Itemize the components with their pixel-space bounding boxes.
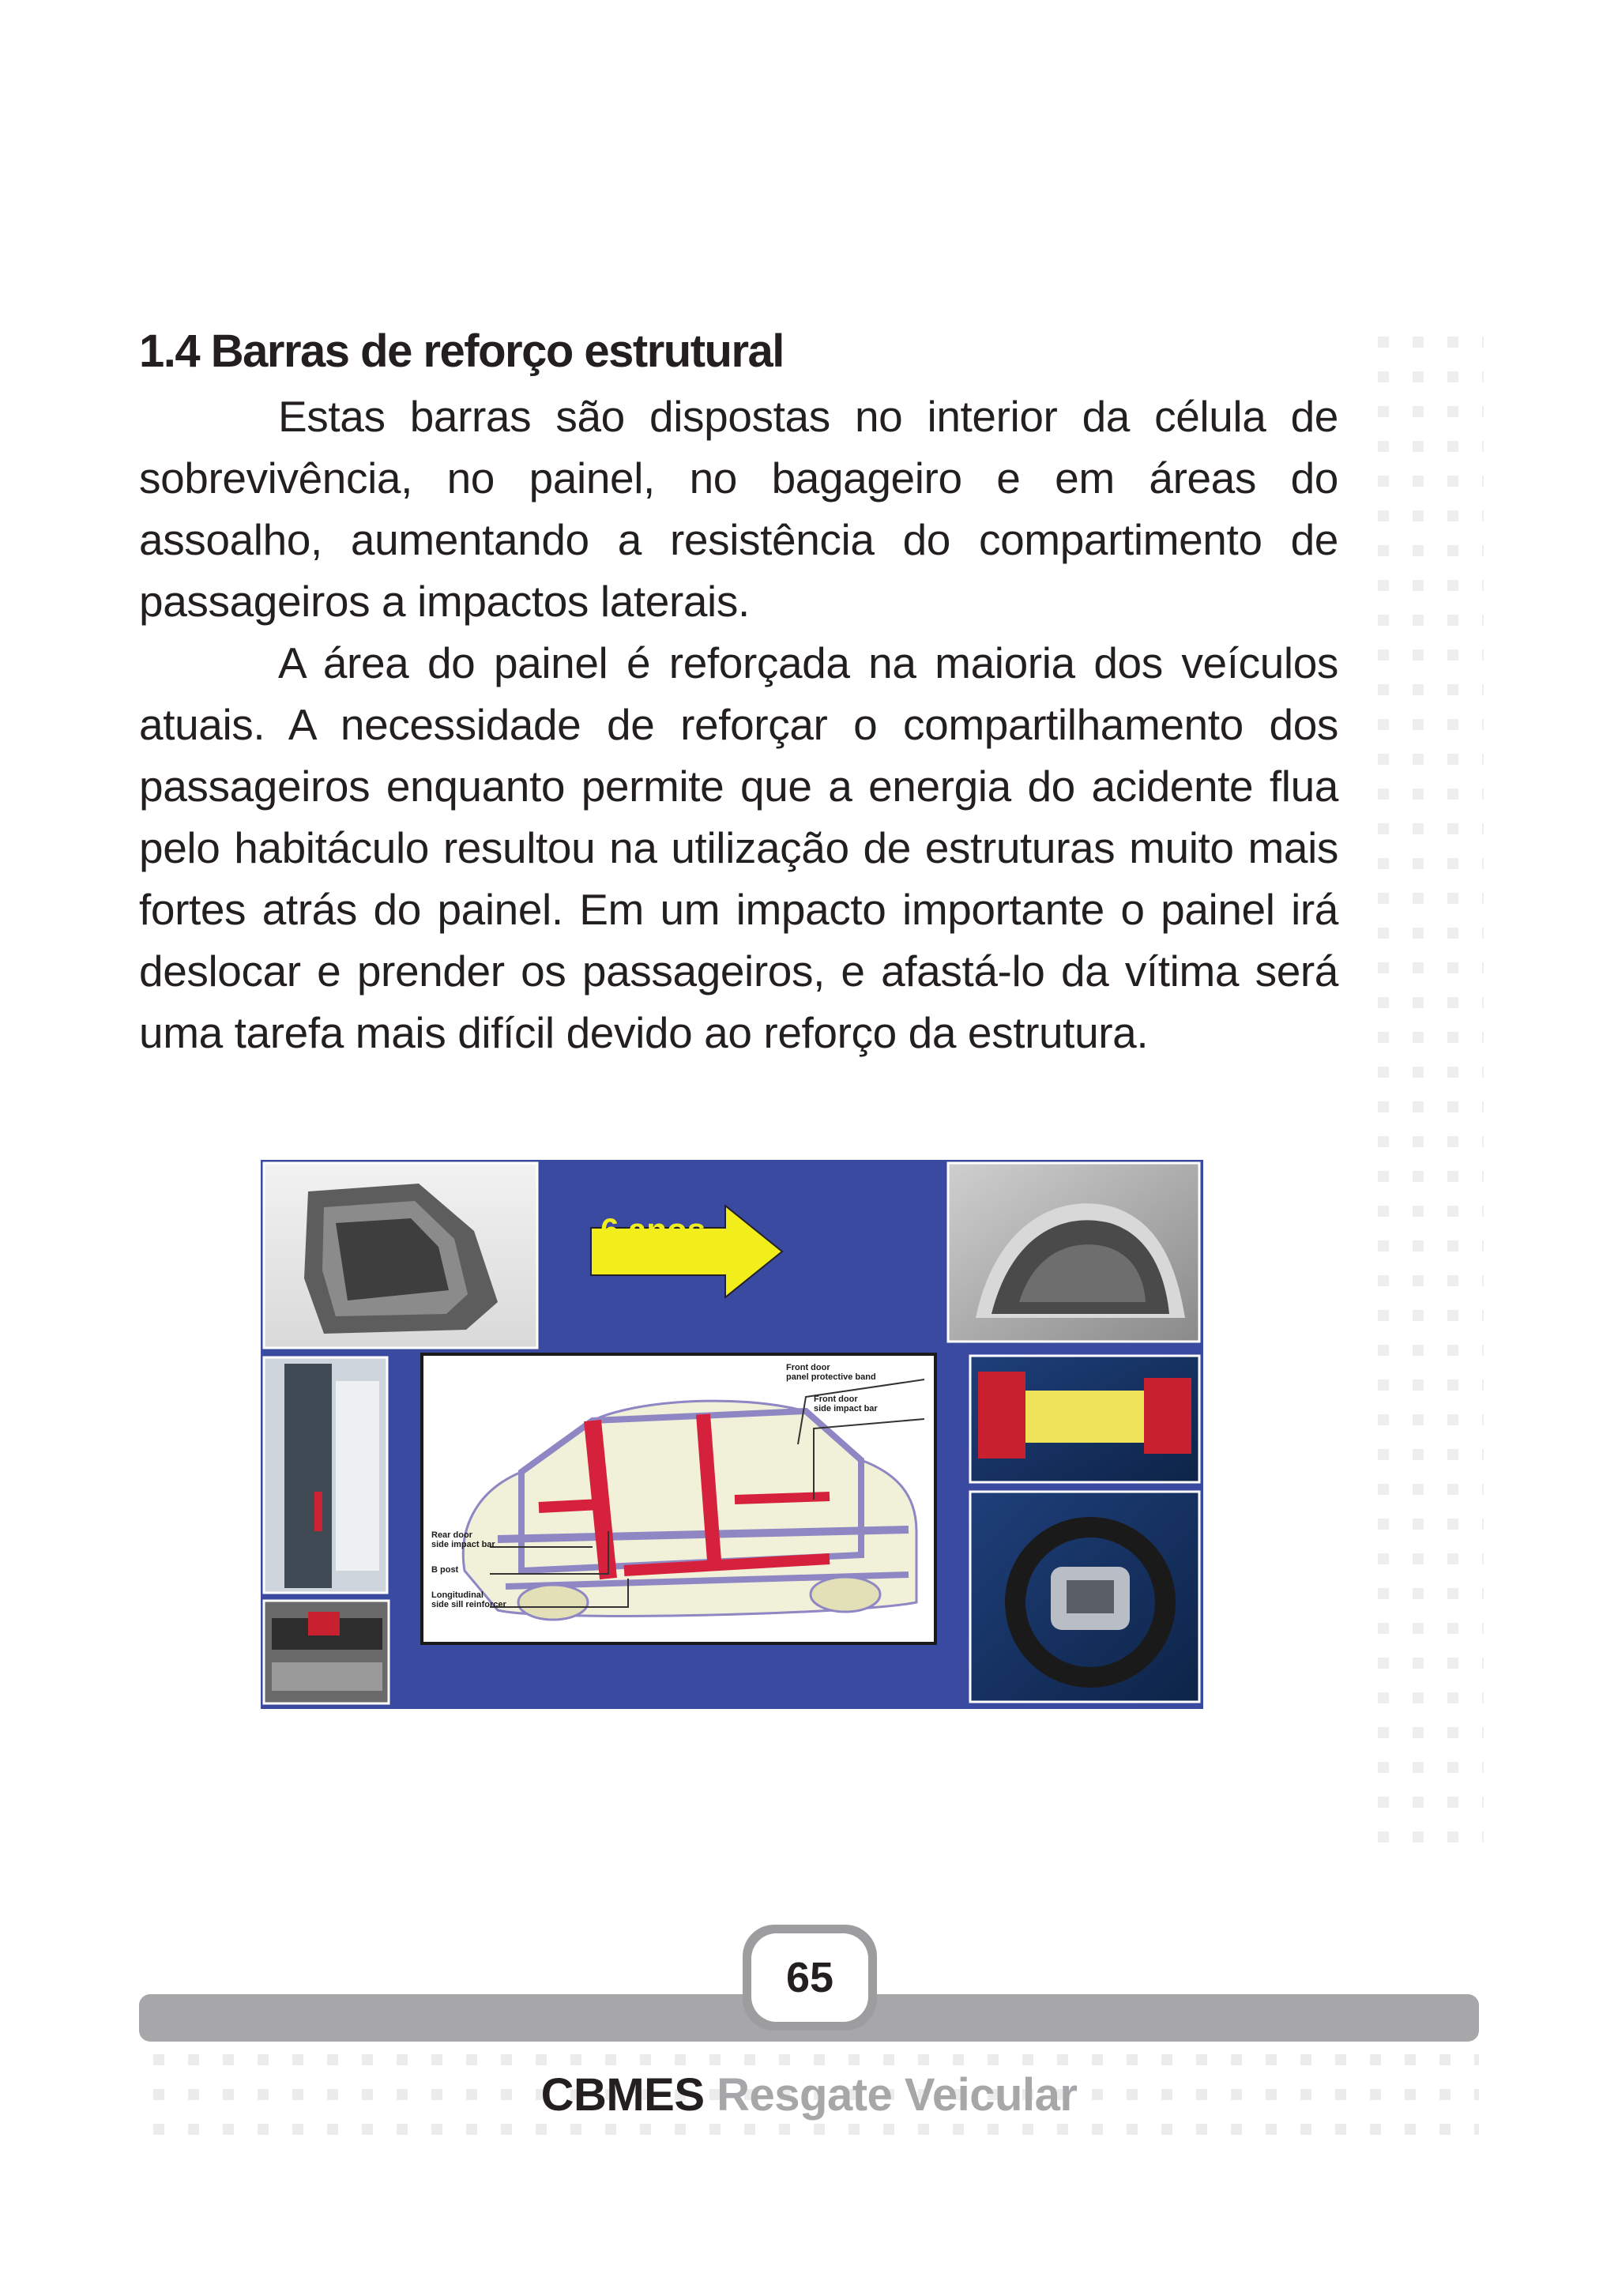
arrow-label: 6 anos — [600, 1211, 706, 1248]
photo-steel-profile — [264, 1163, 537, 1348]
callout-rear-door-bar-2: side impact bar — [431, 1540, 495, 1549]
figure-collage — [261, 1160, 1203, 1709]
photo-steering-wheel — [970, 1492, 1199, 1702]
callout-rear-door-bar-1: Rear door — [431, 1530, 472, 1540]
diagram-car-structure — [422, 1354, 935, 1643]
callout-front-door-band-1: Front door — [786, 1363, 830, 1372]
callout-b-post: B post — [431, 1565, 459, 1575]
page-number: 65 — [785, 1954, 834, 2001]
footer-brand: CBMES — [540, 2069, 705, 2121]
figure-reinforcement-bars — [261, 1160, 1203, 1709]
paragraph-1: Estas barras são dispostas no interior da célula de sobrevivência, no painel, no bagageiro e em áreas do assoalho, aumentando a resistência do compartimento de passageiros a impactos laterais. — [139, 392, 1338, 626]
section-title: 1.4 Barras de reforço estrutural — [139, 326, 784, 377]
callout-front-door-bar-1: Front door — [814, 1395, 858, 1404]
page-number-badge — [743, 1925, 877, 2031]
right-dot-grid — [1376, 335, 1484, 1865]
photo-door-pillar — [264, 1357, 387, 1593]
footer-subtitle: Resgate Veicular — [717, 2069, 1078, 2121]
photo-dash-reinforcement — [264, 1601, 389, 1703]
callout-sill-2: side sill reinforcer — [431, 1600, 506, 1609]
arrow-6-anos — [591, 1206, 782, 1297]
callout-sill-1: Longitudinal — [431, 1590, 484, 1600]
callout-front-door-bar-2: side impact bar — [814, 1404, 878, 1413]
body-text — [139, 386, 1338, 1063]
page-number-inner — [751, 1933, 868, 2022]
photo-cross-section — [948, 1163, 1199, 1342]
paragraph-2: A área do painel é reforçada na maioria dos veículos atuais. A necessidade de reforçar o compartilhamento dos passageiros enquanto permite que a energia do acidente flua pelo habitáculo resultou na utilização de estruturas muito mais fortes atrás do painel. Em um impacto importante o painel irá deslocar e prender os passageiros, e afastá-lo da vítima será uma tarefa mais difícil devido ao reforço da estrutura. — [139, 638, 1338, 1057]
callout-front-door-band-2: panel protective band — [786, 1372, 876, 1382]
footer-title — [0, 2068, 1618, 2121]
photo-yellow-bar — [970, 1356, 1199, 1482]
